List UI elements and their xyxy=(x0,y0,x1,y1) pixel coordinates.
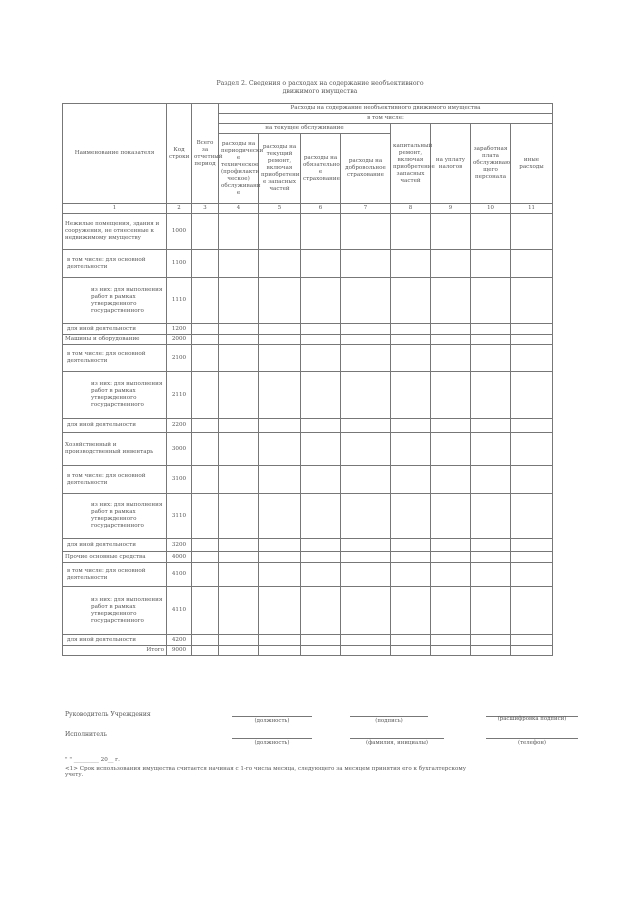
value-cell[interactable] xyxy=(192,324,219,335)
header-sub-8: иные расходы xyxy=(511,124,553,204)
value-cell[interactable] xyxy=(219,335,259,345)
value-cell[interactable] xyxy=(219,466,259,494)
value-cell[interactable] xyxy=(192,494,219,539)
table-row xyxy=(63,539,553,552)
table-row xyxy=(63,587,553,635)
value-cell[interactable] xyxy=(301,494,341,539)
value-cell[interactable] xyxy=(301,433,341,466)
row-code: 9000 xyxy=(167,646,192,656)
value-cell[interactable] xyxy=(431,419,471,433)
section-title xyxy=(0,80,640,96)
value-cell[interactable] xyxy=(301,250,341,278)
value-cell[interactable] xyxy=(391,466,431,494)
value-cell[interactable] xyxy=(431,646,471,656)
header-sub-5: капитальный ремонт, включая приобретение запасных частей xyxy=(391,124,431,204)
value-cell[interactable] xyxy=(219,214,259,250)
value-cell[interactable] xyxy=(431,635,471,646)
value-cell[interactable] xyxy=(219,278,259,324)
col-number: 9 xyxy=(431,204,471,214)
col-number: 10 xyxy=(471,204,511,214)
table-row xyxy=(63,324,553,335)
value-cell[interactable] xyxy=(471,552,511,563)
value-cell[interactable] xyxy=(259,335,301,345)
table-row xyxy=(63,494,553,539)
value-cell[interactable] xyxy=(431,250,471,278)
caption-phone: (телефон) xyxy=(517,740,547,746)
signature-line[interactable] xyxy=(232,716,312,717)
value-cell[interactable] xyxy=(471,646,511,656)
value-cell[interactable] xyxy=(259,466,301,494)
value-cell[interactable] xyxy=(391,214,431,250)
value-cell[interactable] xyxy=(192,646,219,656)
value-cell[interactable] xyxy=(259,494,301,539)
row-code: 4110 xyxy=(167,587,192,635)
row-label: для иной деятельности xyxy=(63,635,167,646)
value-cell[interactable] xyxy=(431,335,471,345)
value-cell[interactable] xyxy=(341,345,391,372)
value-cell[interactable] xyxy=(511,635,553,646)
col-number: 4 xyxy=(219,204,259,214)
expenses-table xyxy=(62,103,553,656)
value-cell[interactable] xyxy=(301,635,341,646)
value-cell[interactable] xyxy=(301,278,341,324)
value-cell[interactable] xyxy=(391,324,431,335)
value-cell[interactable] xyxy=(391,250,431,278)
row-label: из них: для выполнения работ в рамках утвержденного государственного xyxy=(63,372,167,419)
caption-signature: (подпись) xyxy=(375,718,403,724)
value-cell[interactable] xyxy=(341,563,391,587)
value-cell[interactable] xyxy=(511,372,553,419)
value-cell[interactable] xyxy=(431,466,471,494)
value-cell[interactable] xyxy=(219,646,259,656)
value-cell[interactable] xyxy=(341,419,391,433)
col-number: 1 xyxy=(63,204,167,214)
value-cell[interactable] xyxy=(301,345,341,372)
header-sub-7: заработная плата обслуживаю щего персонала xyxy=(471,124,511,204)
value-cell[interactable] xyxy=(391,552,431,563)
value-cell[interactable] xyxy=(391,335,431,345)
date-line: " " _________ 20__ г. xyxy=(65,757,120,763)
value-cell[interactable] xyxy=(391,563,431,587)
value-cell[interactable] xyxy=(301,552,341,563)
row-label: для иной деятельности xyxy=(63,324,167,335)
value-cell[interactable] xyxy=(391,635,431,646)
row-label: из них: для выполнения работ в рамках утвержденного государственного xyxy=(63,494,167,539)
value-cell[interactable] xyxy=(471,419,511,433)
value-cell[interactable] xyxy=(259,563,301,587)
value-cell[interactable] xyxy=(511,563,553,587)
value-cell[interactable] xyxy=(511,324,553,335)
row-label: в том числе: для основной деятельности xyxy=(63,466,167,494)
col-number: 8 xyxy=(391,204,431,214)
value-cell[interactable] xyxy=(341,494,391,539)
row-code: 2110 xyxy=(167,372,192,419)
value-cell[interactable] xyxy=(471,345,511,372)
signature-line[interactable] xyxy=(350,738,444,739)
head-label: Руководитель Учреждения xyxy=(65,711,151,718)
value-cell[interactable] xyxy=(471,433,511,466)
value-cell[interactable] xyxy=(192,372,219,419)
value-cell[interactable] xyxy=(341,278,391,324)
row-label: Хозяйственный и производственный инвентарь xyxy=(63,433,167,466)
col-number: 2 xyxy=(167,204,192,214)
col-number: 11 xyxy=(511,204,553,214)
value-cell[interactable] xyxy=(259,635,301,646)
row-label: для иной деятельности xyxy=(63,539,167,552)
table-row xyxy=(63,278,553,324)
table-row xyxy=(63,214,553,250)
value-cell[interactable] xyxy=(391,372,431,419)
signature-line[interactable] xyxy=(486,738,578,739)
value-cell[interactable] xyxy=(391,646,431,656)
row-code: 3100 xyxy=(167,466,192,494)
value-cell[interactable] xyxy=(391,587,431,635)
value-cell[interactable] xyxy=(192,278,219,324)
value-cell[interactable] xyxy=(471,278,511,324)
row-code: 1200 xyxy=(167,324,192,335)
row-code: 1110 xyxy=(167,278,192,324)
table-row xyxy=(63,345,553,372)
value-cell[interactable] xyxy=(301,419,341,433)
value-cell[interactable] xyxy=(192,419,219,433)
value-cell[interactable] xyxy=(511,539,553,552)
value-cell[interactable] xyxy=(219,539,259,552)
value-cell[interactable] xyxy=(192,466,219,494)
column-numbers-row xyxy=(63,204,553,214)
header-name: Наименование показателя xyxy=(63,104,167,204)
value-cell[interactable] xyxy=(192,250,219,278)
value-cell[interactable] xyxy=(391,278,431,324)
footnote: <1> Срок использования имущества считается начиная с 1-го числа месяца, следующего за месяцем принятия его к бухгалтерскому учету. xyxy=(65,766,467,778)
value-cell[interactable] xyxy=(259,345,301,372)
table-row xyxy=(63,635,553,646)
value-cell[interactable] xyxy=(219,433,259,466)
value-cell[interactable] xyxy=(511,552,553,563)
value-cell[interactable] xyxy=(431,563,471,587)
table-row xyxy=(63,335,553,345)
value-cell[interactable] xyxy=(391,345,431,372)
value-cell[interactable] xyxy=(471,335,511,345)
value-cell[interactable] xyxy=(511,278,553,324)
header-sub-4: расходы на добровольное страхование xyxy=(341,134,391,204)
value-cell[interactable] xyxy=(219,587,259,635)
value-cell[interactable] xyxy=(471,494,511,539)
value-cell[interactable] xyxy=(471,587,511,635)
value-cell[interactable] xyxy=(219,345,259,372)
value-cell[interactable] xyxy=(301,324,341,335)
value-cell[interactable] xyxy=(301,563,341,587)
value-cell[interactable] xyxy=(511,335,553,345)
value-cell[interactable] xyxy=(471,563,511,587)
value-cell[interactable] xyxy=(192,635,219,646)
value-cell[interactable] xyxy=(259,324,301,335)
value-cell[interactable] xyxy=(259,539,301,552)
value-cell[interactable] xyxy=(431,214,471,250)
header-current-maintenance: на текущее обслуживание xyxy=(219,124,391,134)
header-sub-6: на уплату налогов xyxy=(431,124,471,204)
row-label: Итого xyxy=(63,646,167,656)
signature-line[interactable] xyxy=(350,716,428,717)
value-cell[interactable] xyxy=(431,433,471,466)
value-cell[interactable] xyxy=(511,587,553,635)
value-cell[interactable] xyxy=(259,250,301,278)
row-label: из них: для выполнения работ в рамках утвержденного государственного xyxy=(63,587,167,635)
table-row xyxy=(63,433,553,466)
value-cell[interactable] xyxy=(431,494,471,539)
caption-position2: (должность) xyxy=(254,740,290,746)
table-row xyxy=(63,563,553,587)
value-cell[interactable] xyxy=(192,563,219,587)
row-code: 3200 xyxy=(167,539,192,552)
value-cell[interactable] xyxy=(431,587,471,635)
caption-name: (расшифровка подписи) xyxy=(497,716,567,722)
section-title-line2: движимого имущества xyxy=(282,88,358,95)
header-code: Код строки xyxy=(167,104,192,204)
value-cell[interactable] xyxy=(301,646,341,656)
table-body xyxy=(63,214,553,656)
caption-fio: (фамилия, инициалы) xyxy=(365,740,429,746)
value-cell[interactable] xyxy=(511,494,553,539)
value-cell[interactable] xyxy=(192,539,219,552)
value-cell[interactable] xyxy=(192,433,219,466)
value-cell[interactable] xyxy=(192,214,219,250)
row-label: из них: для выполнения работ в рамках утвержденного государственного xyxy=(63,278,167,324)
value-cell[interactable] xyxy=(301,466,341,494)
row-code: 4100 xyxy=(167,563,192,587)
value-cell[interactable] xyxy=(341,372,391,419)
row-code: 1000 xyxy=(167,214,192,250)
value-cell[interactable] xyxy=(341,466,391,494)
row-code: 2000 xyxy=(167,335,192,345)
value-cell[interactable] xyxy=(192,345,219,372)
value-cell[interactable] xyxy=(431,278,471,324)
value-cell[interactable] xyxy=(219,372,259,419)
value-cell[interactable] xyxy=(219,324,259,335)
value-cell[interactable] xyxy=(259,587,301,635)
value-cell[interactable] xyxy=(431,372,471,419)
header-sub-2: расходы на текущий ремонт, включая приобретени е запасных частей xyxy=(259,134,301,204)
value-cell[interactable] xyxy=(341,587,391,635)
value-cell[interactable] xyxy=(431,324,471,335)
row-label: для иной деятельности xyxy=(63,419,167,433)
value-cell[interactable] xyxy=(219,494,259,539)
value-cell[interactable] xyxy=(341,214,391,250)
caption-position: (должность) xyxy=(254,718,290,724)
row-label: в том числе: для основной деятельности xyxy=(63,345,167,372)
value-cell[interactable] xyxy=(259,646,301,656)
value-cell[interactable] xyxy=(431,345,471,372)
value-cell[interactable] xyxy=(219,250,259,278)
value-cell[interactable] xyxy=(511,345,553,372)
value-cell[interactable] xyxy=(301,539,341,552)
value-cell[interactable] xyxy=(391,539,431,552)
col-number: 5 xyxy=(259,204,301,214)
value-cell[interactable] xyxy=(431,539,471,552)
value-cell[interactable] xyxy=(219,552,259,563)
value-cell[interactable] xyxy=(471,635,511,646)
value-cell[interactable] xyxy=(192,335,219,345)
value-cell[interactable] xyxy=(219,563,259,587)
value-cell[interactable] xyxy=(471,372,511,419)
table-row xyxy=(63,646,553,656)
value-cell[interactable] xyxy=(511,214,553,250)
row-label: Прочие основные средства xyxy=(63,552,167,563)
value-cell[interactable] xyxy=(511,646,553,656)
value-cell[interactable] xyxy=(511,433,553,466)
value-cell[interactable] xyxy=(301,214,341,250)
value-cell[interactable] xyxy=(471,539,511,552)
value-cell[interactable] xyxy=(192,587,219,635)
header-sub-1: расходы на периодически е техническое (профилакти ческое) обслуживани е xyxy=(219,134,259,204)
header-expenses-group: Расходы на содержание необъективного движимого имущества xyxy=(219,104,553,114)
value-cell[interactable] xyxy=(259,278,301,324)
value-cell[interactable] xyxy=(471,324,511,335)
row-label: Нежилые помещения, здания и сооружения, не отнесенные к недвижимому имуществу xyxy=(63,214,167,250)
row-code: 2100 xyxy=(167,345,192,372)
value-cell[interactable] xyxy=(219,419,259,433)
value-cell[interactable] xyxy=(391,419,431,433)
value-cell[interactable] xyxy=(259,552,301,563)
executor-label: Исполнитель xyxy=(65,731,107,738)
value-cell[interactable] xyxy=(511,250,553,278)
value-cell[interactable] xyxy=(259,419,301,433)
value-cell[interactable] xyxy=(341,552,391,563)
value-cell[interactable] xyxy=(341,335,391,345)
header-sub-3: расходы на обязательно е страхование xyxy=(301,134,341,204)
section-title-line1: Раздел 2. Сведения о расходах на содержание необъективного xyxy=(216,80,424,87)
value-cell[interactable] xyxy=(341,646,391,656)
value-cell[interactable] xyxy=(511,419,553,433)
value-cell[interactable] xyxy=(192,552,219,563)
value-cell[interactable] xyxy=(259,433,301,466)
value-cell[interactable] xyxy=(341,433,391,466)
value-cell[interactable] xyxy=(431,552,471,563)
table-row xyxy=(63,250,553,278)
row-code: 1100 xyxy=(167,250,192,278)
col-number: 6 xyxy=(301,204,341,214)
table-row xyxy=(63,419,553,433)
value-cell[interactable] xyxy=(391,494,431,539)
col-number: 7 xyxy=(341,204,391,214)
header-total: Всего за отчетный период xyxy=(192,104,219,204)
value-cell[interactable] xyxy=(301,335,341,345)
value-cell[interactable] xyxy=(471,214,511,250)
row-code: 2200 xyxy=(167,419,192,433)
value-cell[interactable] xyxy=(341,539,391,552)
table-row xyxy=(63,552,553,563)
row-code: 3110 xyxy=(167,494,192,539)
value-cell[interactable] xyxy=(341,635,391,646)
value-cell[interactable] xyxy=(259,372,301,419)
value-cell[interactable] xyxy=(341,324,391,335)
value-cell[interactable] xyxy=(341,250,391,278)
table-row xyxy=(63,466,553,494)
row-code: 4200 xyxy=(167,635,192,646)
value-cell[interactable] xyxy=(219,635,259,646)
row-code: 4000 xyxy=(167,552,192,563)
value-cell[interactable] xyxy=(301,587,341,635)
row-label: Машины и оборудование xyxy=(63,335,167,345)
row-code: 3000 xyxy=(167,433,192,466)
value-cell[interactable] xyxy=(471,250,511,278)
row-label: в том числе: для основной деятельности xyxy=(63,250,167,278)
header-including: в том числе: xyxy=(219,114,553,124)
table-row xyxy=(63,372,553,419)
value-cell[interactable] xyxy=(391,433,431,466)
value-cell[interactable] xyxy=(301,372,341,419)
row-label: в том числе: для основной деятельности xyxy=(63,563,167,587)
col-number: 3 xyxy=(192,204,219,214)
signature-line[interactable] xyxy=(232,738,312,739)
value-cell[interactable] xyxy=(471,466,511,494)
value-cell[interactable] xyxy=(511,466,553,494)
value-cell[interactable] xyxy=(259,214,301,250)
